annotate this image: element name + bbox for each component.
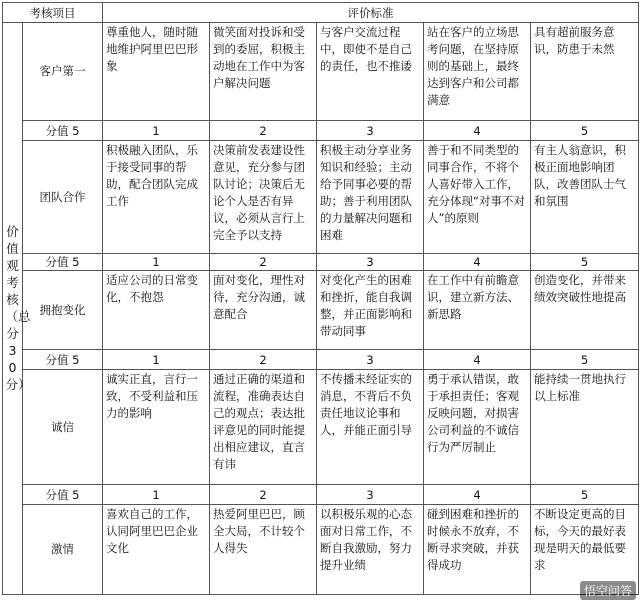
criteria-cell: 热爱阿里巴巴，顾全大局，不计较个人得失 [210,505,317,595]
score-value: 1 [103,121,210,141]
dimension-name: 诚信 [23,370,103,485]
score-value: 4 [424,485,531,505]
criteria-cell: 能持续一贯地执行以上标准 [531,370,639,485]
criteria-cell: 不断设定更高的目标，今天的最好表现是明天的最低要求 [531,505,639,595]
criteria-cell: 与客户交流过程中，即使不是自己的责任，也不推诿 [317,23,424,121]
score-value: 4 [424,254,531,271]
score-label: 分值 5 [23,485,103,505]
criteria-cell: 对变化产生的困难和挫折，能自我调整，并正面影响和带动同事 [317,271,424,350]
criteria-cell: 勇于承认错误，敢于承担责任；客观反映问题，对损害公司利益的不诚信行为严厉制止 [424,370,531,485]
header-criteria-label: 评价标准 [103,3,639,23]
criteria-cell: 面对变化，理性对待，充分沟通，诚意配合 [210,271,317,350]
criteria-cell: 决策前发表建设性意见，充分参与团队讨论；决策后无论个人是否有异议，必须从言行上完全予以支持 [210,141,317,254]
criteria-cell: 积极主动分享业务知识和经验；主动给予同事必要的帮助；善于利用团队的力量解决问题和困难 [317,141,424,254]
criteria-cell: 尊重他人，随时随地维护阿里巴巴形象 [103,23,210,121]
criteria-cell: 积极融入团队，乐于接受同事的帮助，配合团队完成工作 [103,141,210,254]
criteria-cell: 有主人翁意识，积极正面地影响团队，改善团队士气和氛围 [531,141,639,254]
watermark: 悟空问答 [580,581,636,600]
criteria-cell: 创造变化，并带来绩效突破性地提高 [531,271,639,350]
score-value: 3 [317,121,424,141]
score-value: 2 [210,485,317,505]
score-value: 4 [424,350,531,370]
criteria-cell: 微笑面对投诉和受到的委屈，积极主动地在工作中为客户解决问题 [210,23,317,121]
score-label: 分值 5 [23,254,103,271]
criteria-cell: 站在客户的立场思考问题，在坚持原则的基础上，最终达到客户和公司都满意 [424,23,531,121]
evaluation-table [2,2,639,595]
dimension-name: 激情 [23,505,103,595]
criteria-cell: 碰到困难和挫折的时候永不放弃，不断寻求突破，并获得成功 [424,505,531,595]
score-label: 分值 5 [23,350,103,370]
side-label-text: 价值观考核（总分30分） [5,224,31,392]
score-value: 2 [210,254,317,271]
criteria-cell: 喜欢自己的工作，认同阿里巴巴企业文化 [103,505,210,595]
score-label: 分值 5 [23,121,103,141]
criteria-cell: 不传播未经证实的消息，不背后不负责任地议论事和人，并能正面引导 [317,370,424,485]
score-value: 2 [210,350,317,370]
dimension-name: 团队合作 [23,141,103,254]
criteria-cell: 以积极乐观的心态面对日常工作，不断自我激励，努力提升业绩 [317,505,424,595]
score-value: 3 [317,254,424,271]
score-value: 1 [103,350,210,370]
score-value: 4 [424,121,531,141]
header-item-label: 考核项目 [3,3,103,23]
criteria-cell: 具有超前服务意识，防患于未然 [531,23,639,121]
criteria-cell: 通过正确的渠道和流程，准确表达自己的观点；表达批评意见的同时能提出相应建议，直言有讳 [210,370,317,485]
score-value: 3 [317,485,424,505]
criteria-cell: 适应公司的日常变化，不抱怨 [103,271,210,350]
dimension-name: 拥抱变化 [23,271,103,350]
side-label [3,23,31,595]
criteria-cell: 在工作中有前瞻意识，建立新方法、新思路 [424,271,531,350]
score-value: 5 [531,121,639,141]
dimension-name: 客户第一 [23,23,103,121]
score-value: 1 [103,485,210,505]
score-value: 2 [210,121,317,141]
score-value: 5 [531,350,639,370]
score-value: 5 [531,254,639,271]
score-value: 5 [531,485,639,505]
score-value: 1 [103,254,210,271]
score-value: 3 [317,350,424,370]
criteria-cell: 善于和不同类型的同事合作，不将个人喜好带入工作，充分体现“对事不对人”的原则 [424,141,531,254]
criteria-cell: 诚实正直，言行一致，不受利益和压力的影响 [103,370,210,485]
